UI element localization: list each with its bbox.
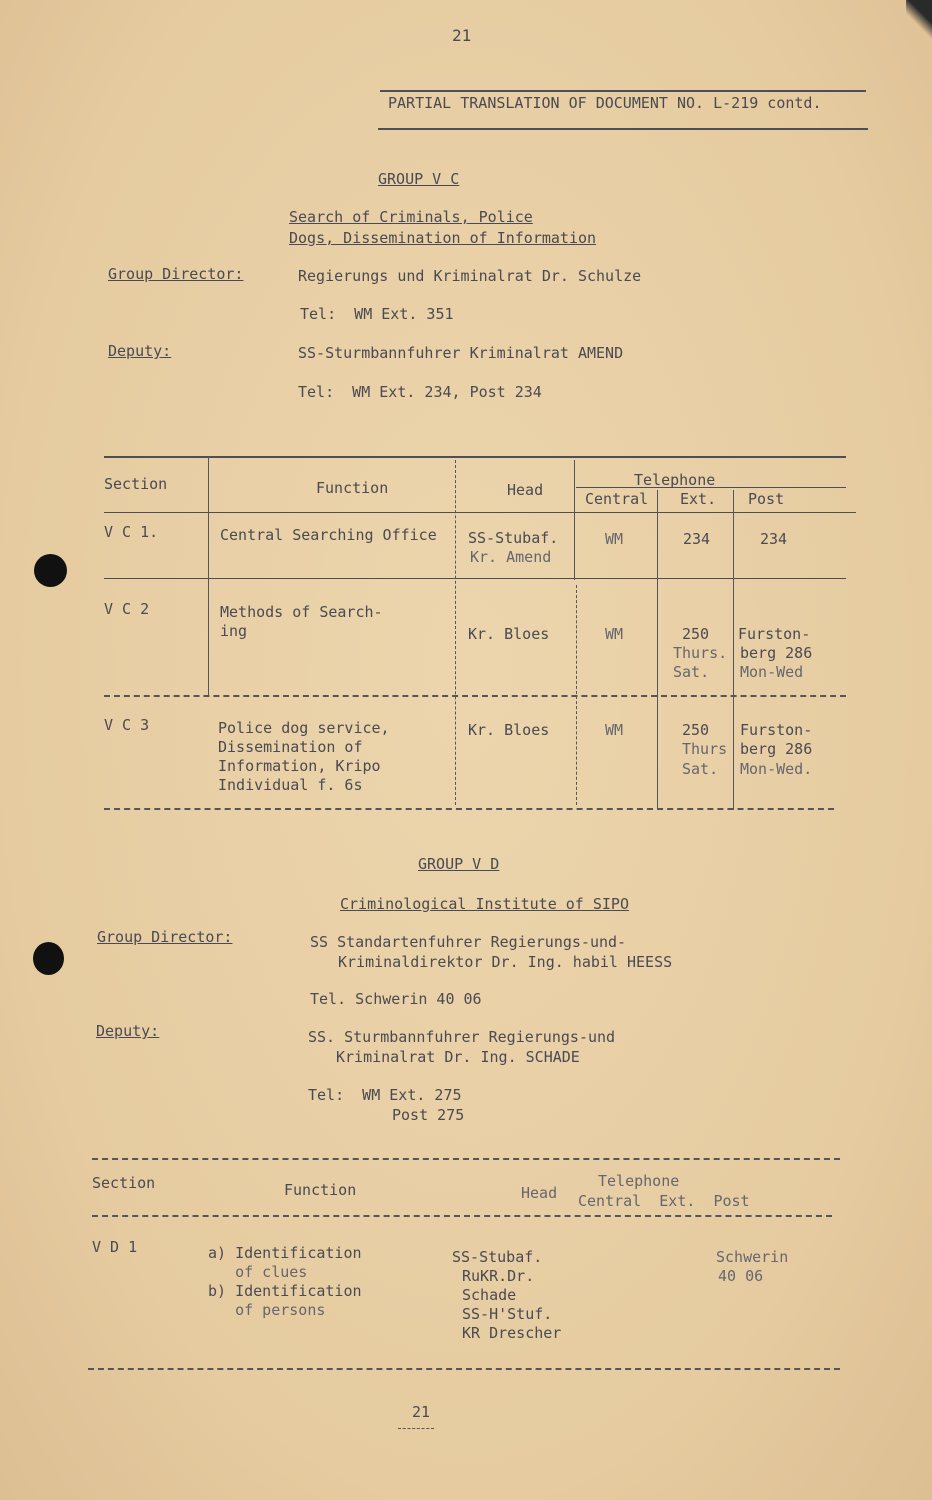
vc-col-sep-4 xyxy=(657,490,658,810)
vc-header-ext: Ext. xyxy=(680,490,717,508)
vc-r3-function-l2: Dissemination of xyxy=(218,738,363,756)
page-number-top: 21 xyxy=(452,26,472,45)
vd-r1-head-l5: KR Drescher xyxy=(462,1324,562,1342)
vc-r2-central: WM xyxy=(605,625,624,643)
vc-col-sep-5 xyxy=(733,490,734,810)
vc-r2-function-l2: ing xyxy=(220,622,248,640)
header-rule-top xyxy=(380,90,866,92)
vd-header-telephone: Telephone xyxy=(598,1172,680,1190)
vd-r1-function-l1: a) Identification xyxy=(208,1244,362,1262)
vc-r1-central: WM xyxy=(605,530,624,548)
group-vd-deputy-l2: Kriminalrat Dr. Ing. SCHADE xyxy=(336,1048,580,1066)
vc-col-sep-3b xyxy=(576,585,577,805)
vc-header-head: Head xyxy=(507,481,544,499)
vd-table-header-rule xyxy=(92,1215,832,1217)
corner-shadow xyxy=(906,0,932,40)
vc-r3-ext-l3: Sat. xyxy=(682,760,719,778)
vc-r2-ext-l1: 250 xyxy=(682,625,710,643)
vc-r2-ext-l2: Thurs. xyxy=(673,644,728,662)
vc-row1-rule xyxy=(104,578,846,579)
vc-col-sep-3 xyxy=(574,460,575,580)
punch-hole-bottom xyxy=(33,942,64,975)
vd-r1-head-l2: RuKR.Dr. xyxy=(462,1267,535,1285)
page-number-bottom: 21 xyxy=(412,1403,431,1421)
vc-r2-post-l3: Mon-Wed xyxy=(740,663,804,681)
vc-col-sep-2 xyxy=(455,460,456,805)
vc-r2-function-l1: Methods of Search- xyxy=(220,603,383,621)
vd-r1-function-l3: b) Identification xyxy=(208,1282,362,1300)
vc-r2-post-l1: Furston- xyxy=(738,625,811,643)
vc-r3-post-l3: Mon-Wed. xyxy=(740,760,813,778)
vd-header-section: Section xyxy=(92,1174,156,1192)
group-vc-director-label: Group Director: xyxy=(108,265,244,283)
vc-table-top-rule xyxy=(104,456,846,458)
group-vc-title: GROUP V C xyxy=(378,170,460,188)
group-vd-director-l1: SS Standartenfuhrer Regierungs-und- xyxy=(310,933,627,951)
group-vc-subtitle-line2: Dogs, Dissemination of Information xyxy=(289,229,597,247)
vc-r2-ext-l3: Sat. xyxy=(673,663,710,681)
vc-r2-head: Kr. Bloes xyxy=(468,625,550,643)
vc-r2-post-l2: berg 286 xyxy=(740,644,813,662)
punch-hole-top xyxy=(34,554,67,587)
vc-r1-head-l2: Kr. Amend xyxy=(470,548,552,566)
vc-table-bottom-rule xyxy=(104,808,834,810)
vd-table-top-rule xyxy=(92,1158,840,1160)
vc-row2-rule xyxy=(104,695,846,697)
group-vc-deputy-label: Deputy: xyxy=(108,342,172,360)
vc-r3-section: V C 3 xyxy=(104,716,150,734)
header-rule-bottom xyxy=(378,128,868,130)
group-vc-director-value: Regierungs und Kriminalrat Dr. Schulze xyxy=(298,267,642,285)
group-vc-deputy-value: SS-Sturmbannfuhrer Kriminalrat AMEND xyxy=(298,344,624,362)
vd-r1-head-l3: Schade xyxy=(462,1286,517,1304)
vc-r3-central: WM xyxy=(605,721,624,739)
vc-r1-function: Central Searching Office xyxy=(220,526,437,544)
vc-r2-section: V C 2 xyxy=(104,600,150,618)
group-vc-director-tel: Tel: WM Ext. 351 xyxy=(300,305,454,323)
vd-table-bottom-rule xyxy=(88,1368,840,1370)
vc-header-function: Function xyxy=(316,479,389,497)
vc-r1-ext: 234 xyxy=(683,530,711,548)
vd-header-central-ext-post: Central Ext. Post xyxy=(578,1192,750,1210)
vc-r3-ext-l1: 250 xyxy=(682,721,710,739)
group-vd-subtitle: Criminological Institute of SIPO xyxy=(340,895,629,913)
group-vd-director-tel: Tel. Schwerin 40 06 xyxy=(310,990,482,1008)
vc-r3-function-l3: Information, Kripo xyxy=(218,757,381,775)
vd-r1-head-l4: SS-H'Stuf. xyxy=(462,1305,553,1323)
group-vd-director-l2: Kriminaldirektor Dr. Ing. habil HEESS xyxy=(338,953,673,971)
vc-r1-post: 234 xyxy=(760,530,788,548)
vd-r1-section: V D 1 xyxy=(92,1238,138,1256)
vc-table-header-rule xyxy=(104,512,856,513)
vc-header-section: Section xyxy=(104,475,168,493)
vd-r1-head-l1: SS-Stubaf. xyxy=(452,1248,543,1266)
group-vd-title: GROUP V D xyxy=(418,855,500,873)
group-vd-deputy-tel-l1: Tel: WM Ext. 275 xyxy=(308,1086,462,1104)
vc-r3-ext-l2: Thurs xyxy=(682,740,728,758)
vd-header-function: Function xyxy=(284,1181,357,1199)
group-vd-director-label: Group Director: xyxy=(97,928,233,946)
vd-r1-function-l2: of clues xyxy=(208,1263,308,1281)
vc-header-central: Central xyxy=(585,490,649,508)
group-vd-deputy-tel-l2: Post 275 xyxy=(392,1106,465,1124)
vc-header-telephone: Telephone xyxy=(634,471,716,489)
group-vc-deputy-tel: Tel: WM Ext. 234, Post 234 xyxy=(298,383,542,401)
group-vd-deputy-label: Deputy: xyxy=(96,1022,160,1040)
vc-col-sep-1 xyxy=(208,456,209,696)
vc-header-post: Post xyxy=(748,490,785,508)
vd-r1-function-l4: of persons xyxy=(208,1301,326,1319)
document-header: PARTIAL TRANSLATION OF DOCUMENT NO. L-219 contd. xyxy=(388,94,822,112)
vc-r3-post-l1: Furston- xyxy=(740,721,813,739)
vc-r3-function-l4: Individual f. 6s xyxy=(218,776,363,794)
group-vc-subtitle-line1: Search of Criminals, Police xyxy=(289,208,533,226)
vd-r1-post-l2: 40 06 xyxy=(718,1267,764,1285)
vc-r3-post-l2: berg 286 xyxy=(740,740,813,758)
vc-r3-function-l1: Police dog service, xyxy=(218,719,390,737)
vc-r3-head: Kr. Bloes xyxy=(468,721,550,739)
vc-r1-head-l1: SS-Stubaf. xyxy=(468,529,559,547)
vc-r1-section: V C 1. xyxy=(104,523,159,541)
vd-header-head: Head xyxy=(521,1184,558,1202)
group-vd-deputy-l1: SS. Sturmbannfuhrer Regierungs-und xyxy=(308,1028,616,1046)
vd-r1-post-l1: Schwerin xyxy=(716,1248,789,1266)
page-number-dash-mark xyxy=(398,1428,434,1429)
